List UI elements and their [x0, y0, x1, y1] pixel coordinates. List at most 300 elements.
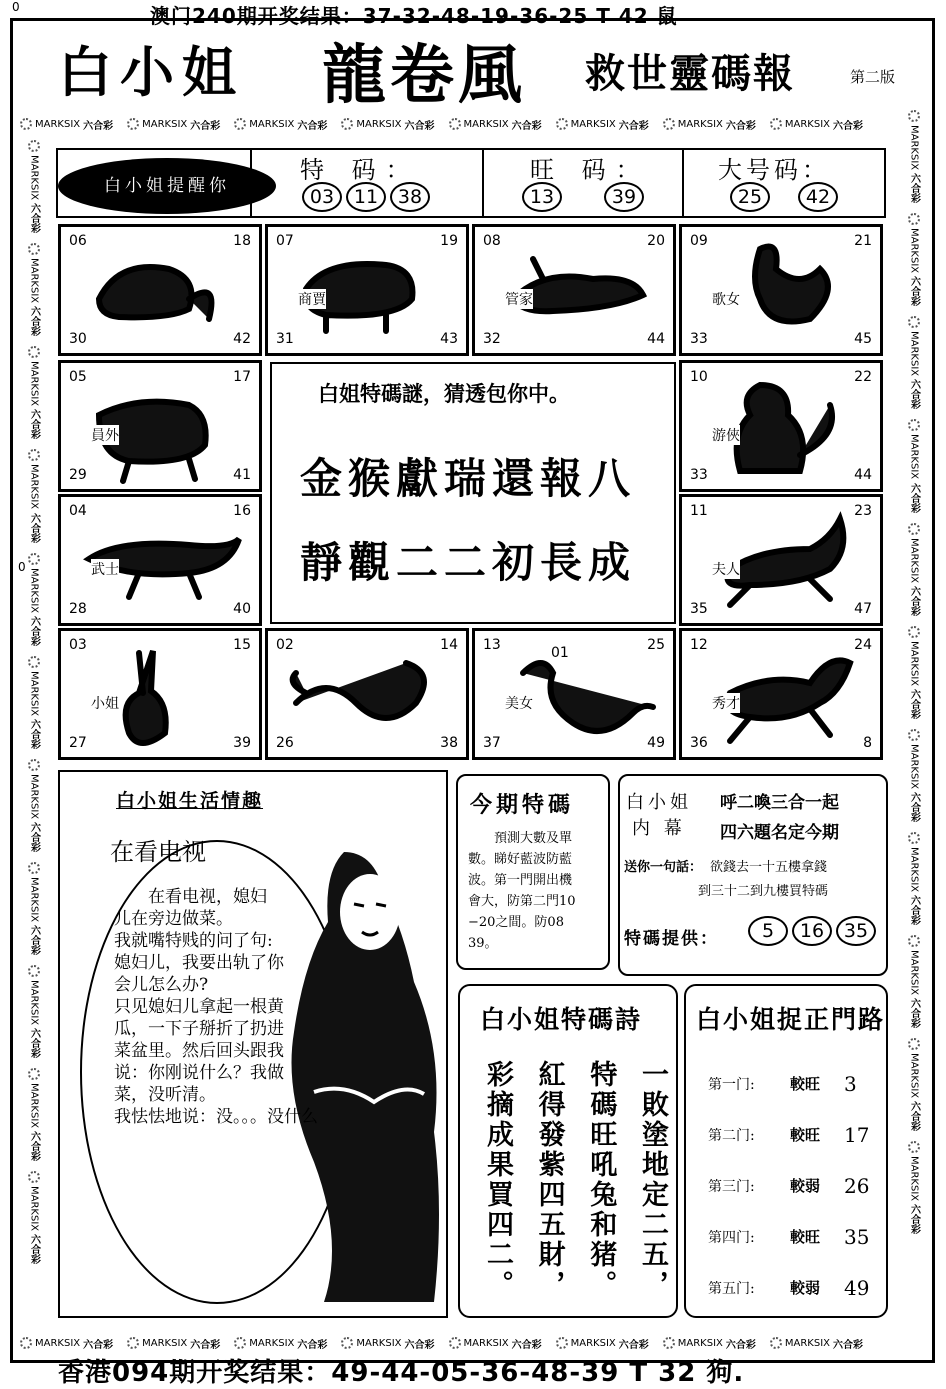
zodiac-number: 30 — [69, 331, 87, 347]
zodiac-cell — [58, 224, 262, 356]
watermark-text: MARKSIX — [142, 1337, 188, 1349]
watermark-text: MARKSIX — [570, 118, 616, 130]
zodiac-number: 26 — [276, 735, 294, 751]
watermark-item — [27, 656, 42, 749]
zodiac-number: 19 — [440, 233, 458, 249]
flower-icon — [908, 419, 920, 431]
watermark-mark: 六合彩 — [83, 1339, 114, 1351]
flower-icon — [28, 243, 40, 255]
watermark-column-right — [904, 110, 924, 1330]
watermark-text: MARKSIX — [28, 361, 40, 407]
flower-icon — [556, 1337, 568, 1349]
watermark-text: MARKSIX — [784, 1337, 830, 1349]
zodiac-number: 44 — [854, 467, 872, 483]
door-tag: 較旺 — [790, 1075, 821, 1093]
flower-icon — [770, 118, 782, 130]
flower-icon — [28, 346, 40, 358]
flower-icon — [28, 862, 40, 874]
prosper-code-label: 旺 码： — [530, 156, 650, 184]
zodiac-number: 33 — [690, 331, 708, 347]
watermark-item — [907, 626, 922, 719]
riddle-line-1: 金猴獻瑞還報八 — [300, 454, 637, 503]
code-ball: 03 — [302, 182, 342, 212]
riddle-intro: 白姐特碼謎，猜透包你中。 — [318, 381, 570, 406]
door-row — [708, 1109, 888, 1160]
watermark-item — [907, 213, 922, 306]
watermark-mark: 六合彩 — [297, 1339, 328, 1351]
watermark-text: MARKSIX — [570, 1337, 616, 1349]
watermark-item — [27, 759, 42, 852]
reminder-bubble — [58, 158, 276, 214]
watermark-item — [27, 243, 42, 336]
watermark-text: MARKSIX — [908, 125, 920, 171]
watermark-item — [449, 1336, 542, 1351]
watermark-item — [341, 1336, 434, 1351]
poem-column: 彩摘成果買四二。 — [482, 1060, 513, 1300]
watermark-text: MARKSIX — [908, 331, 920, 377]
inside-panel — [618, 774, 888, 976]
watermark-text: MARKSIX — [784, 118, 830, 130]
code-ball: 39 — [604, 182, 644, 212]
zodiac-label: 小姐 — [91, 693, 119, 713]
watermark-text: MARKSIX — [908, 434, 920, 480]
zodiac-cell — [679, 628, 883, 760]
watermark-item — [907, 729, 922, 822]
macau-result: 澳门240期开奖结果：37-32-48-19-36-25 T 42 鼠 — [150, 4, 678, 28]
flower-icon — [234, 1337, 246, 1349]
zodiac-number: 32 — [483, 331, 501, 347]
watermark-mark: 六合彩 — [908, 1101, 920, 1132]
zodiac-label: 美女 — [505, 693, 533, 713]
watermark-text: MARKSIX — [142, 118, 188, 130]
watermark-text: MARKSIX — [35, 1337, 81, 1349]
watermark-mark: 六合彩 — [28, 203, 40, 234]
watermark-mark: 六合彩 — [833, 1339, 863, 1351]
zodiac-number: 31 — [276, 331, 294, 347]
zodiac-cell — [265, 224, 469, 356]
zodiac-cell — [58, 628, 262, 760]
watermark-item — [27, 140, 42, 233]
divider — [250, 148, 252, 218]
zodiac-number: 02 — [276, 637, 294, 653]
watermark-mark: 六合彩 — [908, 1204, 920, 1235]
inside-headline-2: 四六題名定今期 — [720, 823, 839, 843]
watermark-mark: 六合彩 — [908, 482, 920, 513]
zodiac-number: 29 — [69, 467, 87, 483]
watermark-text: MARKSIX — [249, 1337, 295, 1349]
zodiac-label: 商賈 — [298, 289, 326, 309]
zodiac-number: 38 — [440, 735, 458, 751]
zodiac-number: 09 — [690, 233, 708, 249]
story-line: 瓜，一下子掰折了扔进 — [114, 1019, 284, 1039]
code-ball: 16 — [792, 916, 832, 946]
watermark-text: MARKSIX — [249, 118, 295, 130]
flower-icon — [908, 935, 920, 947]
code-ball: 5 — [748, 916, 788, 946]
watermark-mark: 六合彩 — [28, 306, 40, 337]
zodiac-label: 秀才 — [712, 693, 740, 713]
zodiac-number: 08 — [483, 233, 501, 249]
flower-icon — [556, 118, 568, 130]
watermark-item — [770, 117, 863, 132]
watermark-item — [27, 449, 42, 542]
hongkong-result: 香港094期开奖结果：49-44-05-36-48-39 T 32 狗. — [58, 1358, 745, 1388]
watermark-item — [907, 832, 922, 925]
zodiac-number: 35 — [690, 601, 708, 617]
watermark-item — [449, 117, 542, 132]
door-list — [708, 1058, 888, 1313]
watermark-item — [27, 1171, 42, 1264]
story-line: 说：你刚说什么？我做 — [114, 1063, 284, 1083]
zodiac-cell — [472, 224, 676, 356]
zodiac-number: 05 — [69, 369, 87, 385]
watermark-text: MARKSIX — [28, 464, 40, 510]
watermark-item — [20, 1336, 113, 1351]
zodiac-number: 06 — [69, 233, 87, 249]
door-tag: 較旺 — [790, 1126, 821, 1144]
flower-icon — [663, 118, 675, 130]
watermark-mark: 六合彩 — [908, 276, 920, 307]
story-line: 菜，没听清。 — [114, 1085, 216, 1105]
flower-icon — [127, 1337, 139, 1349]
watermark-text: MARKSIX — [463, 118, 509, 130]
zodiac-label: 夫人 — [712, 559, 740, 579]
flower-icon — [127, 118, 139, 130]
provide-label: 特碼提供： — [624, 929, 719, 949]
watermark-column-left — [24, 140, 44, 1330]
life-subtitle: 在看电视 — [110, 838, 206, 866]
life-story — [114, 886, 364, 1128]
door-row — [708, 1160, 888, 1211]
watermark-item — [27, 346, 42, 439]
watermark-item — [907, 1141, 922, 1234]
zodiac-number: 22 — [854, 369, 872, 385]
zodiac-cell — [679, 224, 883, 356]
watermark-item — [907, 419, 922, 512]
flower-icon — [341, 118, 353, 130]
zodiac-cell — [58, 360, 262, 492]
flower-icon — [908, 1141, 920, 1153]
watermark-item — [770, 1336, 863, 1351]
flower-icon — [28, 553, 40, 565]
watermark-text: MARKSIX — [28, 773, 40, 819]
door-row — [708, 1262, 888, 1313]
watermark-item — [556, 117, 649, 132]
watermark-text: MARKSIX — [908, 846, 920, 892]
watermark-item — [27, 862, 42, 955]
inside-headline-1: 呼二喚三合一起 — [720, 793, 839, 813]
zodiac-cell — [679, 360, 883, 492]
watermark-item — [127, 117, 220, 132]
edition-label: 第二版 — [850, 68, 896, 86]
watermark-item — [20, 117, 113, 132]
zodiac-number: 17 — [233, 369, 251, 385]
today-title: 今期特碼 — [470, 792, 575, 818]
zodiac-number: 45 — [854, 331, 872, 347]
divider — [482, 148, 484, 218]
flower-icon — [341, 1337, 353, 1349]
door-label: 第四门: — [708, 1229, 755, 1246]
door-label: 第五门: — [708, 1280, 755, 1297]
watermark-text: MARKSIX — [28, 980, 40, 1026]
watermark-mark: 六合彩 — [908, 791, 920, 822]
today-text — [468, 828, 608, 954]
flower-icon — [28, 449, 40, 461]
flower-icon — [908, 626, 920, 638]
watermark-text: MARKSIX — [28, 670, 40, 716]
zodiac-label: 武士 — [91, 559, 119, 579]
watermark-text: MARKSIX — [28, 155, 40, 201]
watermark-mark: 六合彩 — [28, 1028, 40, 1059]
poem-title: 白小姐特碼詩 — [480, 1005, 643, 1034]
zodiac-number: 44 — [647, 331, 665, 347]
zodiac-number: 03 — [69, 637, 87, 653]
watermark-mark: 六合彩 — [404, 1339, 435, 1351]
zodiac-cell — [472, 628, 676, 760]
watermark-text: MARKSIX — [28, 1083, 40, 1129]
zodiac-number: 11 — [690, 503, 708, 519]
watermark-text: MARKSIX — [677, 1337, 723, 1349]
poem-columns — [478, 1060, 672, 1310]
watermark-text: MARKSIX — [908, 228, 920, 274]
watermark-mark: 六合彩 — [908, 173, 920, 204]
zodiac-number: 36 — [690, 735, 708, 751]
story-line: 儿在旁边做菜。 — [114, 909, 233, 929]
door-tag: 較弱 — [790, 1177, 821, 1195]
flower-icon — [20, 1337, 32, 1349]
poem-column: 紅得發紫四五財， — [533, 1060, 565, 1300]
zodiac-number: 41 — [233, 467, 251, 483]
code-ball: 25 — [730, 182, 770, 212]
zodiac-label: 游俠 — [712, 425, 740, 445]
watermark-text: MARKSIX — [28, 1186, 40, 1232]
zodiac-number: 16 — [233, 503, 251, 519]
flower-icon — [908, 523, 920, 535]
watermark-mark: 六合彩 — [28, 821, 40, 852]
flower-icon — [663, 1337, 675, 1349]
life-title: 白小姐生活情趣 — [116, 790, 264, 812]
inside-label-1: 白小姐 — [626, 792, 692, 813]
flower-icon — [449, 118, 461, 130]
door-label: 第二门: — [708, 1127, 755, 1144]
watermark-mark: 六合彩 — [908, 585, 920, 616]
flower-icon — [908, 213, 920, 225]
flower-icon — [449, 1337, 461, 1349]
watermark-text: MARKSIX — [28, 567, 40, 613]
watermark-text: MARKSIX — [356, 1337, 402, 1349]
watermark-item — [907, 523, 922, 616]
watermark-item — [907, 935, 922, 1028]
door-row — [708, 1058, 888, 1109]
flower-icon — [908, 729, 920, 741]
code-ball: 38 — [390, 182, 430, 212]
flower-icon — [234, 118, 246, 130]
story-line: 菜盆里。然后回头跟我 — [114, 1041, 284, 1061]
watermark-mark: 六合彩 — [908, 895, 920, 925]
flower-icon — [908, 1038, 920, 1050]
watermark-row-top — [20, 114, 900, 134]
riddle-line-2: 靜觀二二初長成 — [300, 538, 637, 587]
zodiac-cell — [265, 628, 469, 760]
watermark-item — [27, 553, 42, 646]
zodiac-number: 18 — [233, 233, 251, 249]
zodiac-number: 27 — [69, 735, 87, 751]
story-line: 只见媳妇儿拿起一根黄 — [114, 997, 284, 1017]
zodiac-number: 12 — [690, 637, 708, 653]
door-number: 35 — [844, 1224, 870, 1249]
watermark-item — [907, 110, 922, 203]
watermark-text: MARKSIX — [28, 258, 40, 304]
watermark-mark: 六合彩 — [28, 1131, 40, 1162]
brand-name: 白小姐 — [58, 40, 244, 104]
flower-icon — [28, 965, 40, 977]
door-tag: 較旺 — [790, 1228, 821, 1246]
zodiac-number: 49 — [647, 735, 665, 751]
door-tag: 較弱 — [790, 1279, 821, 1297]
zodiac-number: 04 — [69, 503, 87, 519]
watermark-item — [27, 965, 42, 1058]
watermark-mark: 六合彩 — [404, 120, 435, 132]
door-row — [708, 1211, 888, 1262]
story-line: 媳妇儿，我要出轨了你 — [114, 953, 284, 973]
poem-panel — [458, 984, 678, 1318]
prosper-code-balls — [520, 182, 684, 212]
zodiac-number: 07 — [276, 233, 294, 249]
watermark-mark: 六合彩 — [511, 1339, 542, 1351]
zodiac-number: 15 — [233, 637, 251, 653]
poem-column: 特碼旺吼兔和猪。 — [585, 1060, 617, 1300]
flower-icon — [28, 140, 40, 152]
zodiac-number: 01 — [551, 645, 569, 661]
door-number: 3 — [844, 1071, 857, 1096]
riddle-box — [270, 362, 676, 624]
zodiac-number: 28 — [69, 601, 87, 617]
watermark-mark: 六合彩 — [28, 512, 40, 543]
zodiac-number: 25 — [647, 637, 665, 653]
flower-icon — [770, 1337, 782, 1349]
watermark-text: MARKSIX — [908, 640, 920, 686]
big-code-label: 大号码： — [718, 156, 830, 184]
inside-label-2: 内 幕 — [632, 818, 686, 839]
brand-subtitle: 救世靈碼報 — [585, 50, 795, 97]
watermark-item — [907, 316, 922, 409]
zodiac-label: 管家 — [505, 289, 533, 309]
today-line: 數。睇好藍波防藍 — [468, 852, 573, 867]
today-line: −20之間。防08 — [468, 915, 564, 930]
flower-icon — [908, 832, 920, 844]
watermark-text: MARKSIX — [908, 1156, 920, 1202]
today-line: 波。第一門開出機 — [468, 873, 573, 888]
story-line: 在看电视，媳妇 — [148, 887, 267, 907]
watermark-mark: 六合彩 — [297, 120, 328, 132]
rat-icon — [79, 239, 249, 349]
zodiac-label: 歌女 — [712, 289, 740, 309]
watermark-mark: 六合彩 — [511, 120, 542, 132]
zodiac-number: 14 — [440, 637, 458, 653]
watermark-mark: 六合彩 — [833, 120, 863, 132]
zodiac-number: 39 — [233, 735, 251, 751]
zodiac-cell — [58, 494, 262, 626]
tip-label: 送你一句話： — [624, 860, 703, 875]
door-number: 26 — [844, 1173, 870, 1198]
watermark-text: MARKSIX — [28, 876, 40, 922]
watermark-mark: 六合彩 — [618, 120, 649, 132]
watermark-item — [27, 1068, 42, 1161]
zodiac-number: 20 — [647, 233, 665, 249]
watermark-mark: 六合彩 — [618, 1339, 649, 1351]
poem-column: 一敗塗地定二五， — [636, 1060, 668, 1300]
today-line: 會大，防第二門10 — [468, 894, 576, 909]
watermark-item — [234, 1336, 327, 1351]
watermark-mark: 六合彩 — [190, 1339, 221, 1351]
story-line: 会儿怎么办? — [114, 975, 209, 995]
code-ball: 35 — [836, 916, 876, 946]
watermark-text: MARKSIX — [908, 743, 920, 789]
tip-line-1: 欲錢去一十五樓拿錢 — [710, 860, 828, 875]
watermark-text: MARKSIX — [35, 118, 81, 130]
watermark-mark: 六合彩 — [908, 379, 920, 410]
watermark-mark: 六合彩 — [28, 1234, 40, 1265]
flower-icon — [28, 1068, 40, 1080]
zodiac-number: 37 — [483, 735, 501, 751]
zodiac-number: 47 — [854, 601, 872, 617]
watermark-text: MARKSIX — [356, 118, 402, 130]
today-line: 預測大數及單 — [494, 831, 573, 846]
today-panel — [456, 774, 610, 970]
zodiac-number: 33 — [690, 467, 708, 483]
zodiac-number: 13 — [483, 637, 501, 653]
watermark-item — [556, 1336, 649, 1351]
watermark-mark: 六合彩 — [190, 120, 221, 132]
watermark-mark: 六合彩 — [908, 688, 920, 719]
today-line: 39。 — [468, 936, 498, 951]
zodiac-number: 23 — [854, 503, 872, 519]
code-ball: 13 — [522, 182, 562, 212]
flower-icon — [20, 118, 32, 130]
special-code-balls — [300, 182, 432, 212]
door-number: 49 — [844, 1275, 870, 1300]
flower-icon — [28, 1171, 40, 1183]
dragon-icon — [286, 643, 456, 753]
watermark-text: MARKSIX — [677, 118, 723, 130]
story-line: 我怯怯地说：没。。。没什么 — [114, 1107, 318, 1127]
zodiac-number: 40 — [233, 601, 251, 617]
zodiac-label: 員外 — [91, 425, 119, 445]
code-ball: 42 — [798, 182, 838, 212]
reminder-text: 白小姐提醒你 — [104, 176, 230, 196]
big-code-balls — [728, 182, 864, 212]
side-zero: 0 — [12, 0, 20, 14]
special-code-label: 特 码： — [300, 156, 420, 184]
doors-panel — [684, 984, 888, 1318]
watermark-mark: 六合彩 — [28, 925, 40, 955]
watermark-mark: 六合彩 — [725, 1339, 756, 1351]
watermark-text: MARKSIX — [908, 950, 920, 996]
side-zero: 0 — [18, 560, 26, 574]
watermark-item — [127, 1336, 220, 1351]
watermark-text: MARKSIX — [463, 1337, 509, 1349]
zodiac-number: 21 — [854, 233, 872, 249]
flower-icon — [908, 110, 920, 122]
door-label: 第一门: — [708, 1076, 755, 1093]
brand-title: 龍卷風 — [322, 38, 526, 113]
tip-line-2: 到三十二到九樓買特碼 — [698, 884, 829, 899]
watermark-mark: 六合彩 — [725, 120, 756, 132]
watermark-mark: 六合彩 — [83, 120, 114, 132]
watermark-mark: 六合彩 — [908, 998, 920, 1029]
watermark-mark: 六合彩 — [28, 409, 40, 440]
zodiac-number: 43 — [440, 331, 458, 347]
